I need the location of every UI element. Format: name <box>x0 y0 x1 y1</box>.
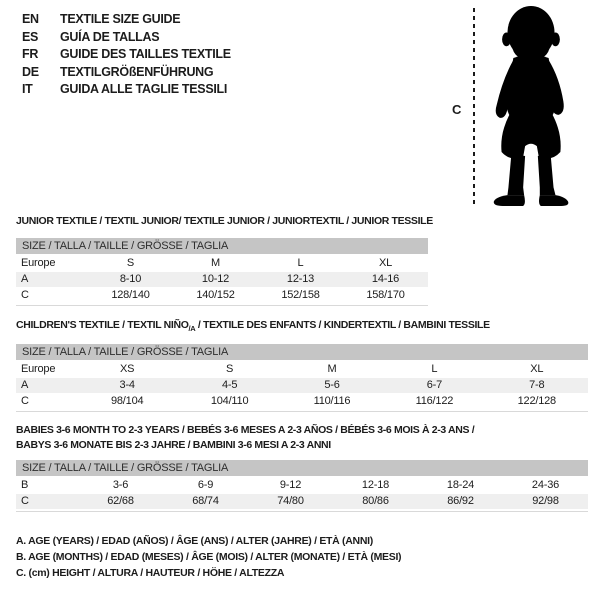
table-cell: 152/158 <box>281 289 320 301</box>
table-cell: 3-4 <box>119 379 135 392</box>
table-cell: A <box>21 379 29 392</box>
table-cell: 140/152 <box>196 289 235 301</box>
table-cell: C <box>21 395 29 408</box>
table-cell: 128/140 <box>111 289 150 301</box>
table-row <box>16 288 428 303</box>
note-age-years: A. AGE (YEARS) / EDAD (AÑOS) / ÂGE (ANS) / ALTER (JAHRE) / ETÀ (ANNI) <box>16 535 373 547</box>
language-title: GUÍA DE TALLAS <box>60 29 160 44</box>
language-code: DE <box>22 64 39 79</box>
table-cell: S <box>226 363 234 376</box>
language-title: GUIDA ALLE TAGLIE TESSILI <box>60 82 228 96</box>
language-code: FR <box>22 47 39 61</box>
height-dashed-line <box>473 8 475 206</box>
baby-silhouette-icon <box>481 3 579 209</box>
table-row <box>16 494 588 509</box>
language-title: GUIDE DES TAILLES TEXTILE <box>60 47 231 61</box>
table-cell: XL <box>378 257 393 269</box>
language-row-es <box>22 29 231 47</box>
note-age-months: B. AGE (MONTHS) / EDAD (MESES) / ÂGE (MOIS) / ALTER (MONATE) / ETÀ (MESI) <box>16 551 402 563</box>
table-cell: 14-16 <box>371 273 400 285</box>
language-code: EN <box>22 12 39 26</box>
legend-notes <box>16 533 401 581</box>
section-title <box>16 423 588 453</box>
table-cell: 18-24 <box>446 479 475 491</box>
language-title: TEXTILGRÖßENFÜHRUNG <box>60 64 214 79</box>
table-cell: 12-18 <box>361 479 390 491</box>
height-measure-label: C <box>452 102 462 117</box>
section-title-line1: BABIES 3-6 MONTH TO 2-3 YEARS / BEBÉS 3-6 MESES A 2-3 AÑOS / BÉBÉS 3-6 MOIS À 2-3 ANS / <box>16 424 475 436</box>
subscript-a: /A <box>188 324 196 334</box>
table-cell: 104/110 <box>210 395 249 408</box>
table-cell: 12-13 <box>286 273 315 285</box>
size-header-bar: SIZE / TALLA / TAILLE / GRÖSSE / TAGLIA <box>16 344 588 360</box>
table-cell: 158/170 <box>366 289 405 301</box>
table-cell: XL <box>530 363 544 376</box>
babies-size-table <box>16 460 588 512</box>
table-cell: 122/128 <box>517 395 556 408</box>
section-title: JUNIOR TEXTILE / TEXTIL JUNIOR/ TEXTILE JUNIOR / JUNIORTEXTIL / JUNIOR TESSILE <box>16 215 433 227</box>
table-cell: 10-12 <box>201 273 230 285</box>
table-cell: 6-7 <box>426 379 443 392</box>
table-cell: S <box>126 257 135 269</box>
table-cell: 4-5 <box>221 379 238 392</box>
table-cell: L <box>297 257 304 269</box>
section-junior-textile <box>16 215 433 306</box>
table-cell: 98/104 <box>110 395 144 408</box>
size-header-bar: SIZE / TALLA / TAILLE / GRÖSSE / TAGLIA <box>16 460 588 476</box>
junior-size-table <box>16 238 428 306</box>
table-cell: 6-9 <box>197 479 214 491</box>
language-code: IT <box>22 82 33 96</box>
table-cell: C <box>21 289 29 301</box>
language-row-de <box>22 64 231 82</box>
table-row <box>16 378 588 393</box>
table-row <box>16 394 588 409</box>
table-cell: Europe <box>21 363 56 376</box>
table-cell: 62/68 <box>107 495 134 507</box>
language-row-it <box>22 81 231 99</box>
size-header-bar: SIZE / TALLA / TAILLE / GRÖSSE / TAGLIA <box>16 238 428 254</box>
table-row <box>16 362 588 377</box>
table-cell: M <box>211 257 220 269</box>
table-row <box>16 256 428 271</box>
table-cell: 3-6 <box>112 479 129 491</box>
table-cell: 92/98 <box>532 495 559 507</box>
language-row-fr <box>22 46 231 64</box>
table-cell: 86/92 <box>447 495 474 507</box>
table-row <box>16 272 428 287</box>
table-cell: 116/122 <box>415 395 454 408</box>
language-code: ES <box>22 29 39 44</box>
table-cell: 8-10 <box>119 273 142 285</box>
language-title-block <box>22 11 231 99</box>
language-row-en <box>22 11 231 29</box>
children-size-table <box>16 344 588 412</box>
table-cell: 74/80 <box>277 495 304 507</box>
section-title-line2: BABYS 3-6 MONATE BIS 2-3 JAHRE / BAMBINI 3-6 MESI A 2-3 ANNI <box>16 439 331 451</box>
table-cell: 7-8 <box>529 379 545 392</box>
table-cell: 68/74 <box>192 495 219 507</box>
table-cell: A <box>21 273 29 285</box>
section-title: CHILDREN'S TEXTILE / TEXTIL $NIÑO_{/A}$ / TEXTILE DES ENFANTS / KINDERTEXTIL / BAMBINI TESSILE <box>16 319 490 334</box>
table-cell: 9-12 <box>279 479 302 491</box>
table-cell: 24-36 <box>531 479 560 491</box>
table-cell: C <box>21 495 29 507</box>
section-babies-textile <box>16 423 588 512</box>
table-row <box>16 478 588 493</box>
table-cell: L <box>431 363 438 376</box>
note-height-cm: C. (cm) HEIGHT / ALTURA / HAUTEUR / HÖHE / ALTEZZA <box>16 567 285 579</box>
table-cell: 5-6 <box>324 379 340 392</box>
section-childrens-textile <box>16 319 588 412</box>
table-cell: B <box>21 479 29 491</box>
table-cell: Europe <box>21 257 56 269</box>
table-cell: XS <box>120 363 135 376</box>
table-cell: 80/86 <box>362 495 389 507</box>
table-cell: M <box>327 363 337 376</box>
table-cell: 110/116 <box>313 395 351 408</box>
language-title: TEXTILE SIZE GUIDE <box>60 12 181 26</box>
